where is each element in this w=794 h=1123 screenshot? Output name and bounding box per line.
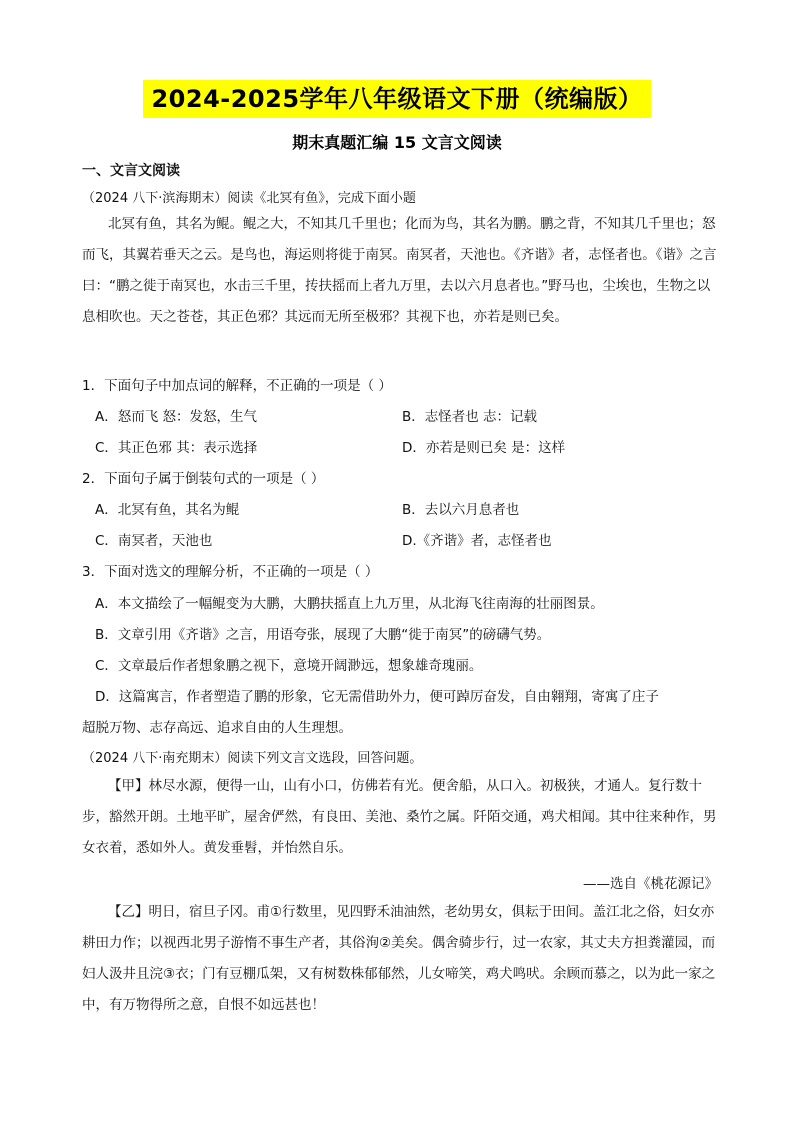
section-heading: 一、文言文阅读 xyxy=(82,163,180,179)
q1-option-a: A．怒而飞 怒：发怒，生气 xyxy=(95,409,258,425)
question-intro-1: （2024 八下·滨海期末）阅读《北冥有鱼》，完成下面小题 xyxy=(82,191,416,206)
q3-option-c: C．文章最后作者想象鹏之视下，意境开阔渺远，想象雄奇瑰丽。 xyxy=(95,658,483,674)
q3-option-b: B．文章引用《齐谐》之言，用语夸张，展现了大鹏“徙于南冥”的磅礴气势。 xyxy=(95,627,551,643)
q1-stem: 1．下面句子中加点词的解释，不正确的一项是（ ） xyxy=(82,378,392,394)
title-block xyxy=(0,80,794,118)
q3-stem: 3．下面对选文的理解分析，不正确的一项是（ ） xyxy=(82,564,379,580)
q1-option-d: D．亦若是则已矣 是：这样 xyxy=(402,440,566,456)
q2-option-a: A．北冥有鱼，其名为鲲 xyxy=(95,502,240,518)
q1-option-c: C．其正色邪 其：表示选择 xyxy=(95,440,258,456)
passage-beiming: 北冥有鱼，其名为鲲。鲲之大，不知其几千里也；化而为鸟，其名为鹏。鹏之背，不知其几千里也；怒而飞，其翼若垂天之云。是鸟也，海运则将徙于南冥。南冥者，天池也。《齐谐》者，志怪者也。《谐》之言曰：“鹏之徙于南冥也，水击三千里，抟扶摇而上者九万里，去以六月息者也。”野马也，尘埃也，生物之以息相吹也。天之苍苍，其正色邪？其远而无所至极邪？其视下也，亦若是则已矣。 xyxy=(82,216,717,325)
q2-option-d: D.《齐谐》者，志怪者也 xyxy=(402,533,552,549)
source-jia: ——选自《桃花源记》 xyxy=(583,876,718,892)
question-intro-2: （2024 八下·南充期末）阅读下列文言文选段，回答问题。 xyxy=(82,751,423,766)
q1-option-b: B．志怪者也 志：记载 xyxy=(402,409,538,425)
passage-jia: 【甲】林尽水源，便得一山，山有小口，仿佛若有光。便舍船，从口入。初极狭，才通人。复行数十步，豁然开朗。土地平旷，屋舍俨然，有良田、美池、桑竹之属。阡陌交通，鸡犬相闻。其中往来种作，男女衣着，悉如外人。黄发垂髫，并怡然自乐。 xyxy=(82,778,717,856)
q2-stem: 2．下面句子属于倒装句式的一项是（ ） xyxy=(82,471,325,487)
q3-option-a: A．本文描绘了一幅鲲变为大鹏，大鹏扶摇直上九万里，从北海飞往南海的壮丽图景。 xyxy=(95,596,604,612)
q2-option-c: C．南冥者，天池也 xyxy=(95,533,213,549)
q3-option-d: D．这篇寓言，作者塑造了鹏的形象，它无需借助外力，便可踔厉奋发，自由翱翔，寄寓了庄子 xyxy=(95,689,659,705)
q3-option-d-continued: 超脱万物、志存高远、追求自由的人生理想。 xyxy=(82,720,352,736)
q2-option-b: B．去以六月息者也 xyxy=(402,502,520,518)
passage-yi: 【乙】明日，宿旦子冈。甫①行数里，见四野禾油油然，老幼男女，俱耘于田间。盖江北之俗，妇女亦耕田力作；以视西北男子游惰不事生产者，其俗洵②美矣。偶舍骑步行，过一农家，其丈夫方担粪灌园，而妇人汲井且浣③衣；门有豆棚瓜架，又有树数株郁郁然，儿女啼笑，鸡犬鸣吠。余顾而慕之，以为此一家之中，有万物得所之意，自恨不如远甚也！ xyxy=(82,904,716,1013)
document-subtitle: 期末真题汇编 15 文言文阅读 xyxy=(292,133,502,152)
document-title: 2024-2025学年八年级语文下册（统编版） xyxy=(143,80,650,118)
